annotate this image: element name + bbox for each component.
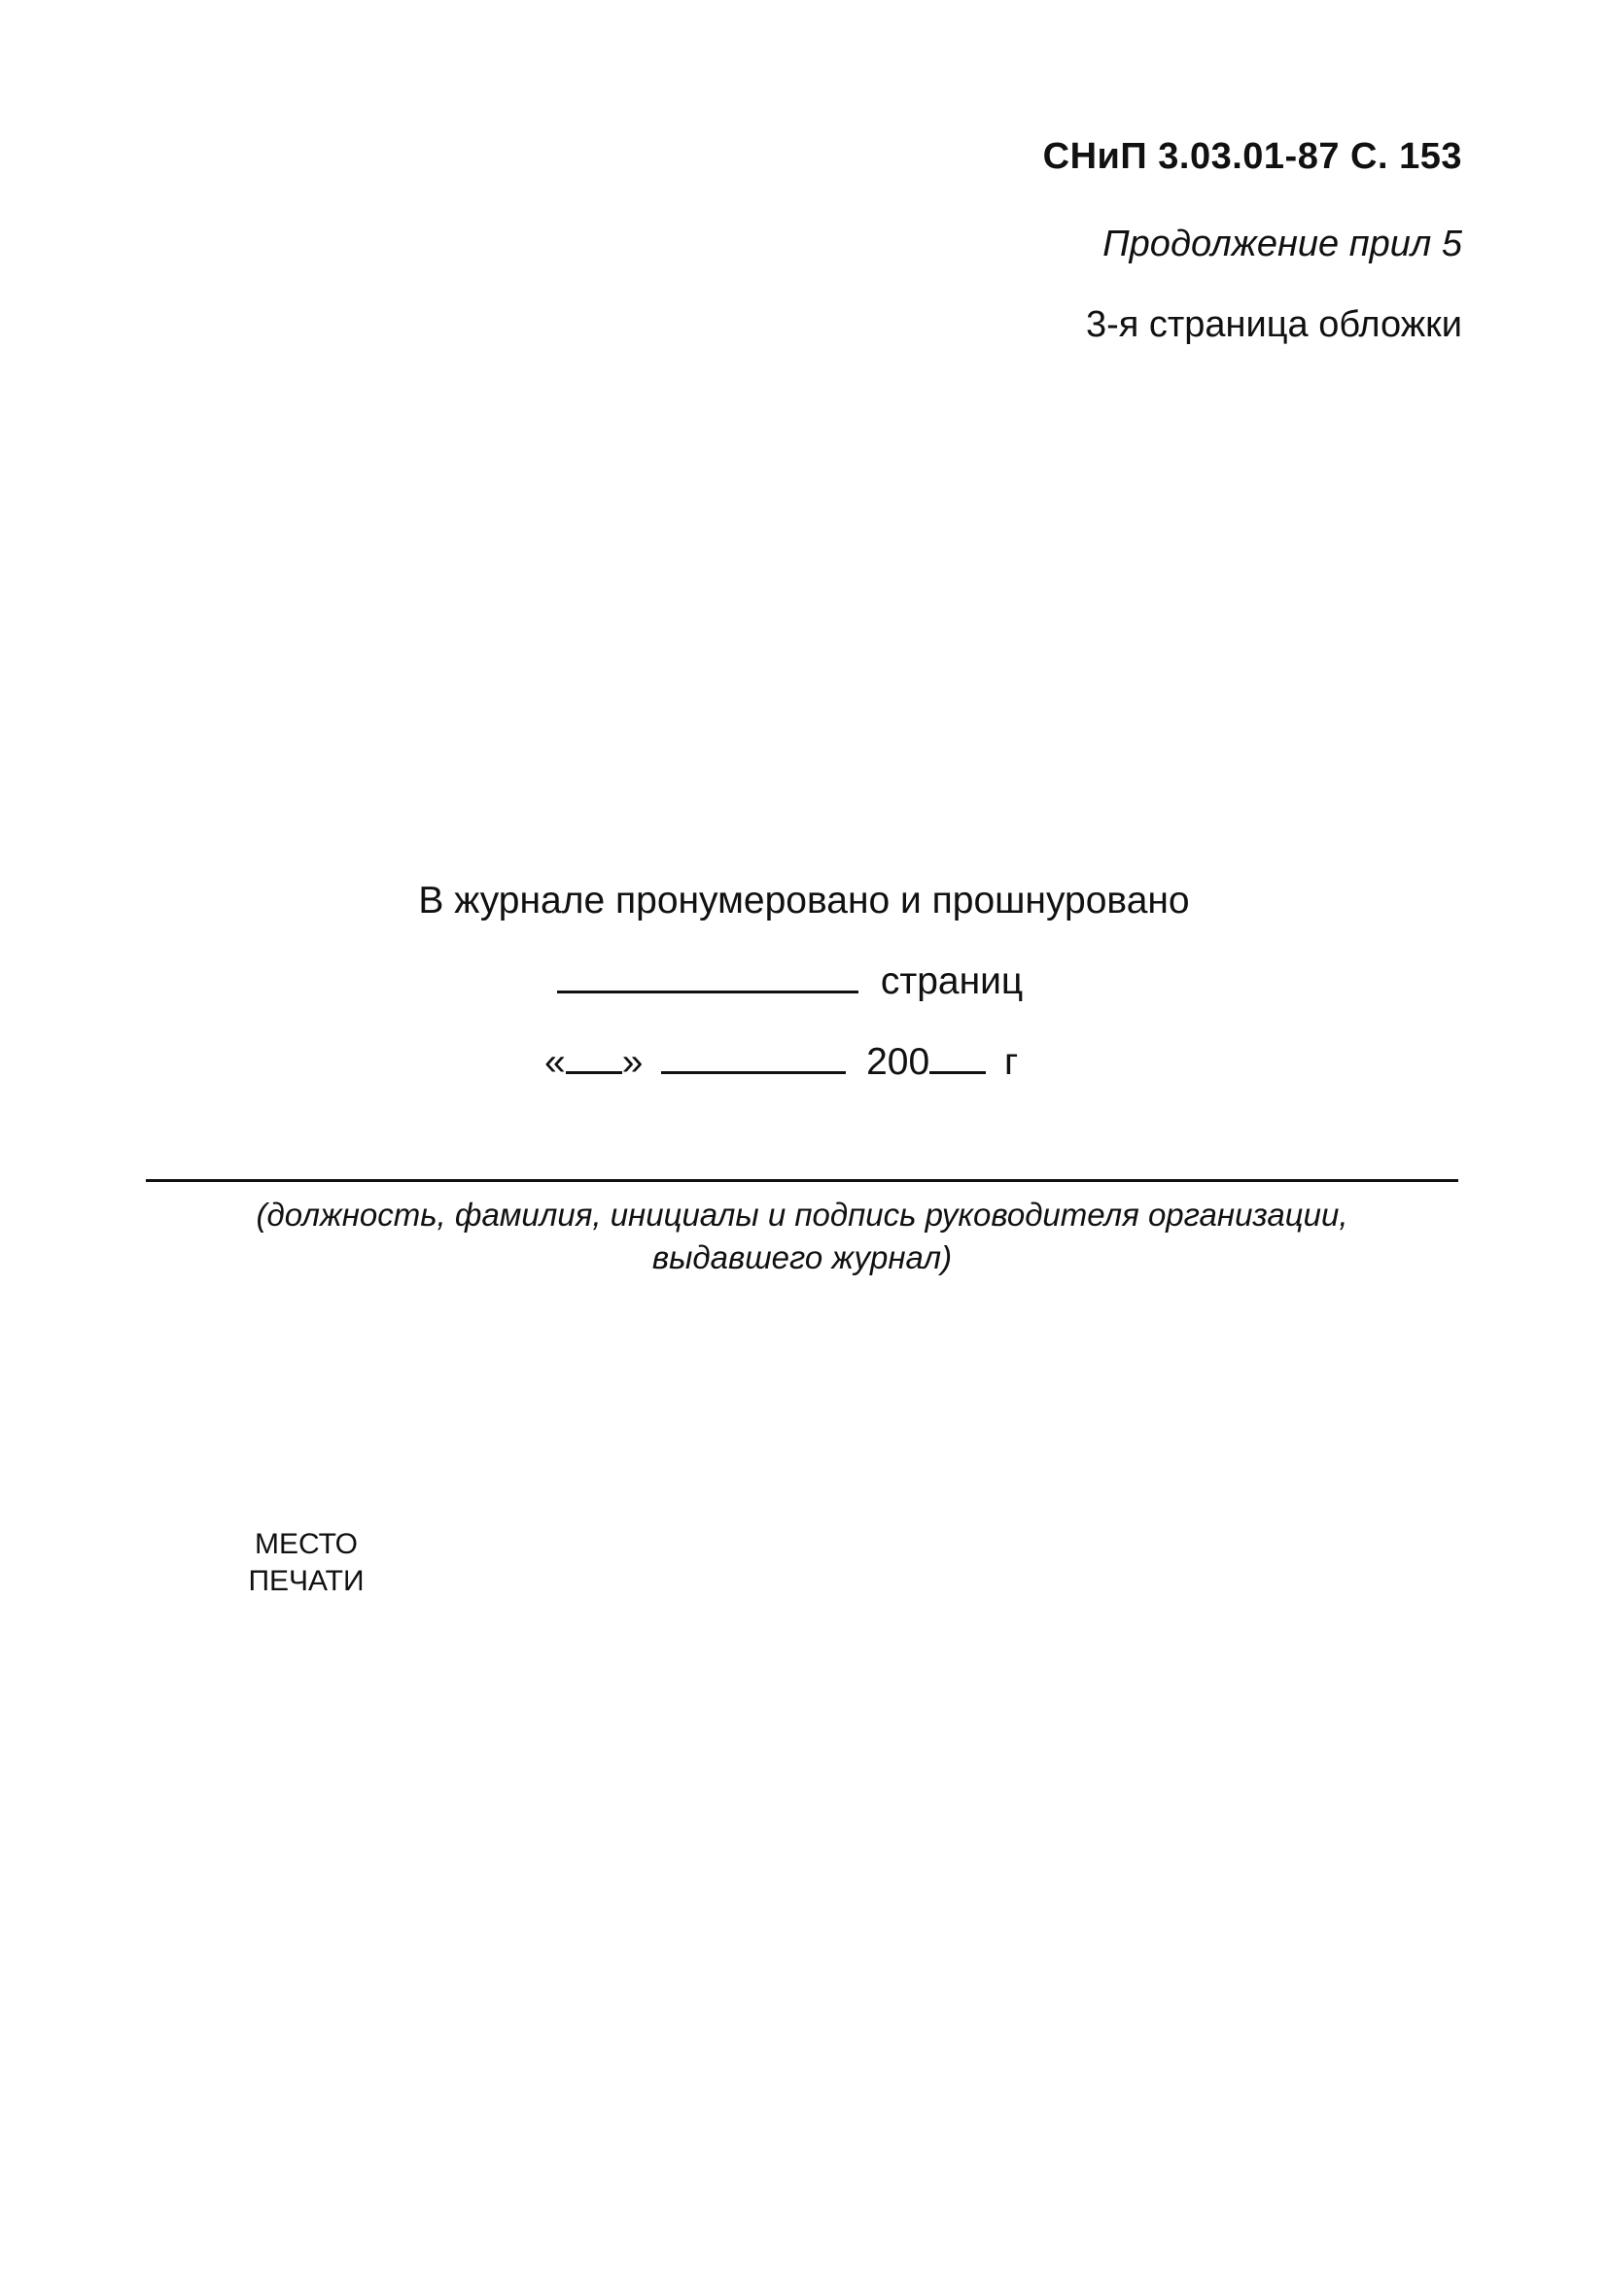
pages-count-blank [557,957,858,993]
cover-page-label: 3-я страница обложки [1085,304,1462,345]
signature-line [146,1179,1458,1182]
month-blank [661,1038,846,1074]
stamp-line2: ПЕЧАТИ [248,1565,365,1597]
date-row [544,1038,1018,1084]
date-close-quote: » [621,1041,644,1083]
date-open-quote: « [544,1041,566,1083]
appendix-continuation: Продолжение прил 5 [1102,224,1462,264]
day-blank [566,1038,622,1074]
signature-caption [146,1194,1458,1279]
year-prefix: 200 [866,1041,930,1083]
stamp-line1: МЕСТО [255,1528,358,1560]
pages-label: страниц [880,960,1024,1002]
signature-caption-line2: выдавшего журнал) [651,1239,953,1275]
signature-caption-line1: (должность, фамилия, инициалы и подпись руководителя организации, [256,1197,1348,1233]
pages-count-row [557,957,1023,1003]
year-suffix: г [1004,1041,1019,1083]
stamp-place [224,1526,389,1600]
year-blank [929,1038,986,1074]
certification-statement: В журнале пронумеровано и прошнуровано [418,880,1190,922]
document-code: СНиП 3.03.01-87 С. 153 [1042,136,1462,177]
